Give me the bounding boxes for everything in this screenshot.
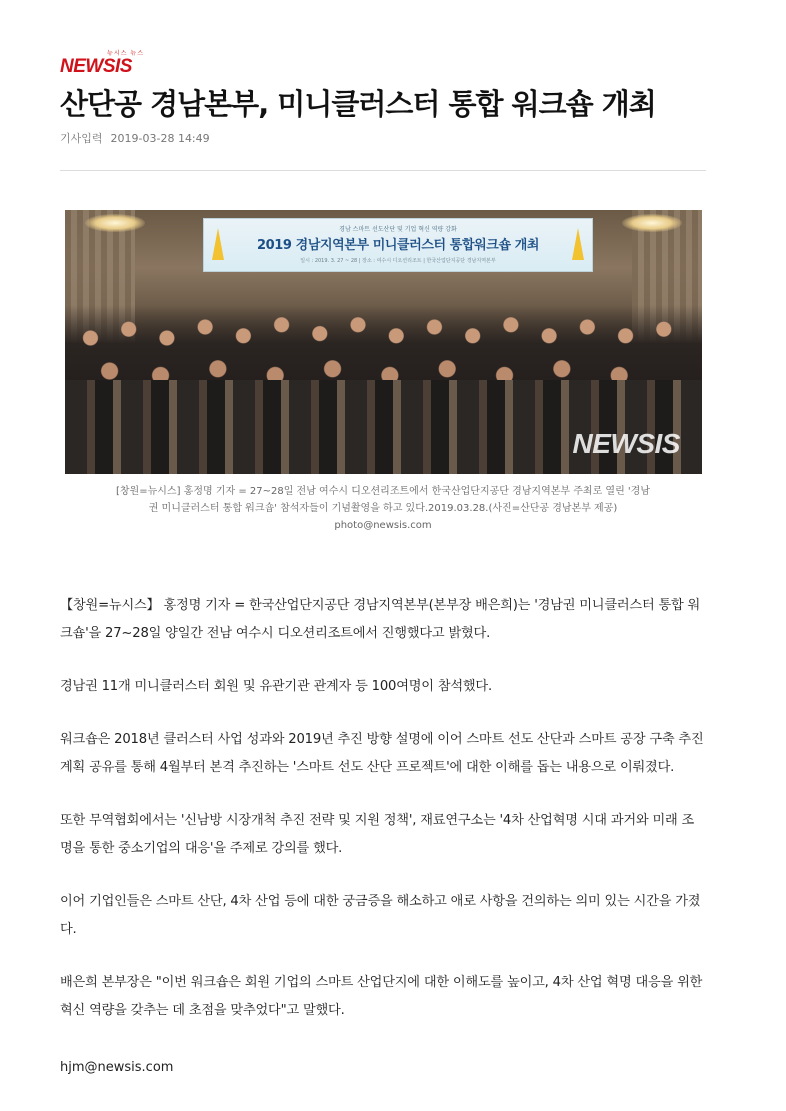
logo-wordmark: NEWSIS	[60, 56, 132, 77]
article-title: 산단공 경남본부, 미니클러스터 통합 워크숍 개최	[60, 87, 656, 121]
header-divider	[60, 170, 706, 171]
reporter-email[interactable]: hjm@newsis.com	[60, 1060, 174, 1075]
body-paragraph-2: 경남권 11개 미니클러스터 회원 및 유관기관 관계자 등 100여명이 참석했다.	[60, 679, 492, 694]
caption-line-2: 권 미니클러스터 통합 워크숍' 참석자들이 기념촬영을 하고 있다.2019.03.28.(사진=산단공 경남본부 제공)	[148, 503, 618, 514]
logo-tagline: 뉴시스 뉴스	[107, 50, 144, 57]
meta-label: 기사입력	[60, 132, 103, 145]
body-paragraph-4: 또한 무역협회에서는 '신남방 시장개척 추진 전략 및 지원 정책', 재료연구소는 '4차 산업혁명 시대 과거와 미래 조명을 통한 중소기업의 대응'을 주제로 강의를 했다.	[60, 813, 695, 856]
photo-caption	[60, 483, 706, 534]
newsis-logo[interactable]	[60, 50, 146, 77]
article-photo	[65, 210, 702, 474]
body-paragraph-5: 이어 기업인들은 스마트 산단, 4차 산업 등에 대한 궁금증을 해소하고 애로 사항을 건의하는 의미 있는 시간을 가졌다.	[60, 894, 701, 937]
photo-watermark: NEWSIS	[572, 428, 680, 459]
body-paragraph-6: 배은희 본부장은 "이번 워크숍은 회원 기업의 스마트 산업단지에 대한 이해도를 높이고, 4차 산업 혁명 대응을 위한 혁신 역량을 갖추는 데 초점을 맞추었다"고 말했다.	[60, 975, 703, 1018]
event-banner	[203, 218, 593, 272]
body-paragraph-1: 【창원=뉴시스】 홍정명 기자 = 한국산업단지공단 경남지역본부(본부장 배은희)는 '경남권 미니클러스터 통합 워크숍'을 27~28일 양일간 전남 여수시 디오션리조트에서 진행했다고 밝혔다.	[60, 598, 701, 641]
meta-date: 2019-03-28 14:49	[110, 132, 210, 145]
caption-line-1: [창원=뉴시스] 홍정명 기자 = 27~28일 전남 여수시 디오션리조트에서 한국산업단지공단 경남지역본부 주최로 열린 '경남	[116, 486, 650, 497]
caption-email: photo@newsis.com	[334, 520, 432, 531]
banner-subtitle: 경남 스마트 선도산단 및 기업 혁신 역량 강화	[339, 226, 457, 233]
article-meta	[60, 130, 210, 146]
chandelier-right	[622, 214, 682, 232]
article-body	[60, 592, 706, 1050]
chandelier-left	[85, 214, 145, 232]
banner-title: 2019 경남지역본부 미니클러스터 통합워크숍 개최	[256, 238, 540, 253]
body-paragraph-3: 워크숍은 2018년 클러스터 사업 성과와 2019년 추진 방향 설명에 이어 스마트 선도 산단과 스마트 공장 구축 추진 계획 공유를 통해 4월부터 본격 추진하는 '스마트 선도 산단 프로젝트'에 대한 이해를 돕는 내용으로 이뤄졌다.	[60, 732, 704, 775]
banner-footer: 일시 : 2019. 3. 27 ~ 28 | 장소 : 여수시 디오션리조트 | 한국산업단지공단 경남지역본부	[300, 258, 496, 264]
